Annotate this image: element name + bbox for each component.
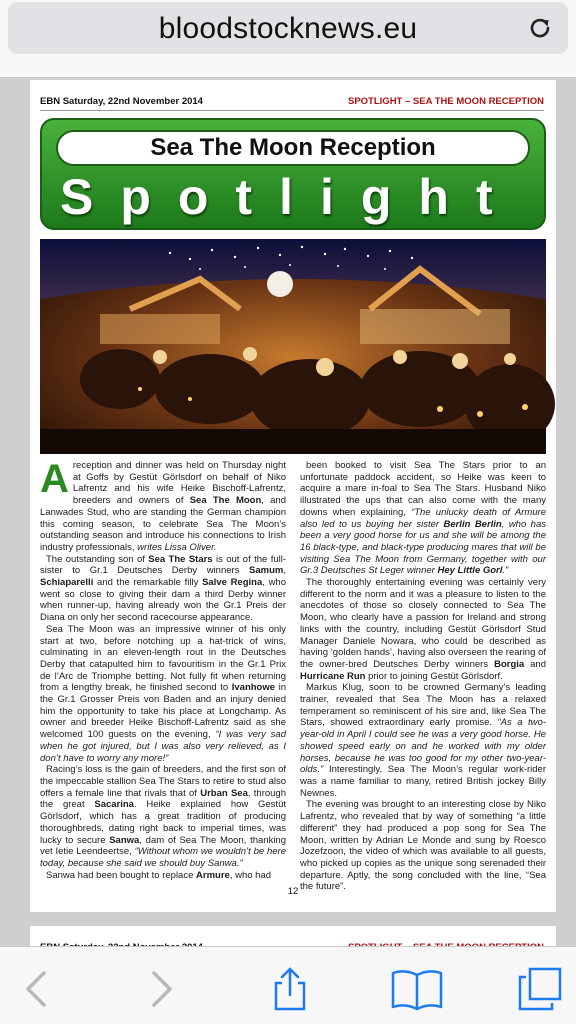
article-paragraph: [40, 870, 286, 882]
text-run: The evening was brought to an interesting close by Niko Lafrentz, who revealed that by way of something “a little different” they had produced a pop song for Sea The Moon, written by Adrian Le Monde and sung by Roesco Jozefzoon, the video of which was available to all guests, who picked up copies as the unique song serenaded their departure. Aptly, the song concluded with the line, “Sea the future”.: [300, 799, 546, 893]
article-column-right: [300, 460, 546, 893]
page-header-section: SPOTLIGHT – SEA THE MOON RECEPTION: [348, 96, 544, 107]
text-run: reception and dinner was held on Thursday night at Goffs by Gestüt Görlsdorf on behalf of Niko Lafrentz and his wife Heike Bischoff-Lafrentz, breeders and owners of: [72, 460, 286, 507]
article-paragraph: [40, 764, 286, 869]
browser-address-bar: [0, 0, 576, 78]
share-icon[interactable]: [266, 965, 314, 1013]
web-page-content[interactable]: [0, 78, 576, 946]
text-run: Hurricane Run: [300, 670, 366, 682]
text-run: , dam of Sea The Moon, thanking vet Ietie Leendeertse,: [40, 834, 286, 858]
text-run: . Heike explained how Gestüt Görlsdorf, which has a great tradition of producing thoroughbreds, dating right back to imperial times, was lucky to secure: [40, 799, 286, 846]
bookmarks-book-icon[interactable]: [390, 965, 444, 1013]
text-run: and the remarkable filly: [93, 577, 203, 589]
article-paragraph: [300, 682, 546, 799]
text-run: Sea The Stars: [148, 553, 213, 565]
text-run: Urban Sea: [200, 787, 248, 799]
text-run: The thoroughly entertaining evening was certainly very different to the norm and it was a pleasure to listen to the anecdotes of those so closely connected to Sea The Moon, who clearly have a passion for Ireland and strong links with the country, including Gestüt Görlsdorf Stud Manager Daniele Nowara, who could be described as having ‘golden hands’, having also overseen the rearing of the owner-bred Deutsches Derby winners: [300, 577, 546, 670]
text-run: ,: [283, 565, 286, 577]
text-run: , who had: [229, 869, 272, 881]
text-run: is out of the full-sister to Gr.1 Deutsches Derby winners: [40, 553, 287, 577]
text-run: Berlin Berlin: [443, 518, 502, 530]
article-paragraph: [300, 460, 546, 577]
text-run: Hey Little Gorl: [437, 565, 503, 577]
photo-dinner-reception: [40, 239, 546, 454]
forward-arrow-icon[interactable]: [136, 965, 184, 1013]
text-run: “I was very sad when he got injured, but I was also very relieved, as I don’t have to worry any more!”: [40, 729, 286, 764]
text-run: Schiaparelli: [40, 577, 94, 589]
text-run: Interestingly, Sea The Moon’s regular work-rider was a name familiar to many, retired British jockey Billy Newnes.: [300, 764, 546, 799]
text-run: Sacarina: [94, 799, 134, 811]
text-run: Sanwa: [109, 834, 140, 846]
text-run: Salve Regina: [202, 577, 263, 589]
text-run: “Without whom we wouldn’t be here today, because she said we should buy Sanwa.”: [40, 846, 286, 869]
text-run: Borgia: [494, 658, 525, 670]
page-number: 12: [287, 886, 299, 897]
article-paragraph: [40, 554, 286, 624]
text-run: writes Lissa Oliver.: [137, 541, 217, 553]
article-paragraph: [40, 624, 286, 764]
banner-title-box: [56, 130, 530, 166]
tabs-icon[interactable]: [516, 965, 564, 1013]
article-column-left: [40, 457, 287, 881]
text-run: prior to joining Gestüt Görlsdorf.: [365, 670, 503, 682]
text-run: .”: [502, 565, 509, 577]
spotlight-banner: [40, 118, 546, 230]
text-run: Sea The Moon was an impressive winner of his only start at two, before notching up a hat-trick of wins, culminating in an eleven-length rout in the Deutsches Derby that catapulted him to favouritism in the Gr.1 Prix de l’Arc de Triomphe betting. Not fully fit when returning from a lengthy break, he finished second to: [40, 623, 286, 694]
url-field[interactable]: [8, 2, 568, 54]
text-run: been booked to visit Sea The Stars prior to an unfortunate paddock accident, so Heike was keen to acquire a mare in-foal to Sea The Stars. Husband Niko illustrated the ups that can also come with the many downs when explaining,: [300, 460, 546, 518]
header-divider: [40, 110, 544, 111]
text-run: “As a two-year-old in April I could see he was a very good horse. He showed speed early on and he worked with my older horses, because he was too good for my other two-year-olds.”: [300, 717, 546, 776]
browser-toolbar: [0, 946, 576, 1024]
back-arrow-icon[interactable]: [14, 965, 62, 1013]
text-run: Samum: [249, 565, 284, 577]
text-run: Sea The Moon: [189, 495, 262, 507]
banner-title: Sea The Moon Reception: [150, 134, 436, 161]
banner-word: Spotlight: [60, 169, 520, 225]
text-run: Sanwa had been bought to replace: [46, 869, 197, 881]
reload-icon[interactable]: [526, 14, 554, 42]
article-paragraph: [300, 799, 546, 893]
text-run: , who has been a very good horse for us and she will be among the 16 black-type, and black-type producing mares that will be visiting Sea The Moon from Germany, together with our Gr.3 Deutsches St Leger winner: [300, 518, 546, 577]
text-run: , who went so close to giving their dam a third Derby winner when runner-up, having already won the Gr.1 Preis der Diana on only her second racecourse appearance.: [40, 577, 286, 624]
text-run: and: [524, 658, 546, 670]
text-run: The outstanding son of: [46, 553, 149, 565]
text-run: Markus Klug, soon to be crowned Germany’s leading trainer, revealed that Sea The Moon has a relaxed temperament so reminiscent of his sire and, like Sea The Stars, showed extraordinary early promise.: [300, 682, 546, 729]
text-run: Armure: [196, 869, 230, 881]
drop-cap: A: [40, 457, 69, 501]
text-run: “The unlucky death of Armure also led to us buying her sister: [300, 506, 546, 530]
article-paragraph: [300, 577, 546, 682]
newspaper-page: [30, 80, 556, 912]
url-text[interactable]: bloodstocknews.eu: [158, 12, 418, 45]
text-run: Racing’s loss is the gain of breeders, and the first son of the impeccable stallion Sea The Stars to retire to stud also offers a female line that rivals that of: [40, 764, 286, 799]
article-paragraph: [40, 457, 286, 554]
text-run: in the Gr.1 Grosser Preis von Baden and an injury denied him the opportunity to take his place at Longchamp. As owner and breeder Heike Bischoff-Lafrentz said as she welcomed 100 guests on the evening,: [40, 682, 286, 741]
page-header-date: EBN Saturday, 22nd November 2014: [40, 96, 203, 107]
text-run: Ivanhowe: [231, 682, 276, 694]
text-run: , through the great: [40, 787, 287, 811]
text-run: , and Lanwades Stud, who are standing the German champion this coming season, to celebrate Sea The Moon’s outstanding season and introduce his connections to Irish industry professionals,: [40, 495, 286, 553]
